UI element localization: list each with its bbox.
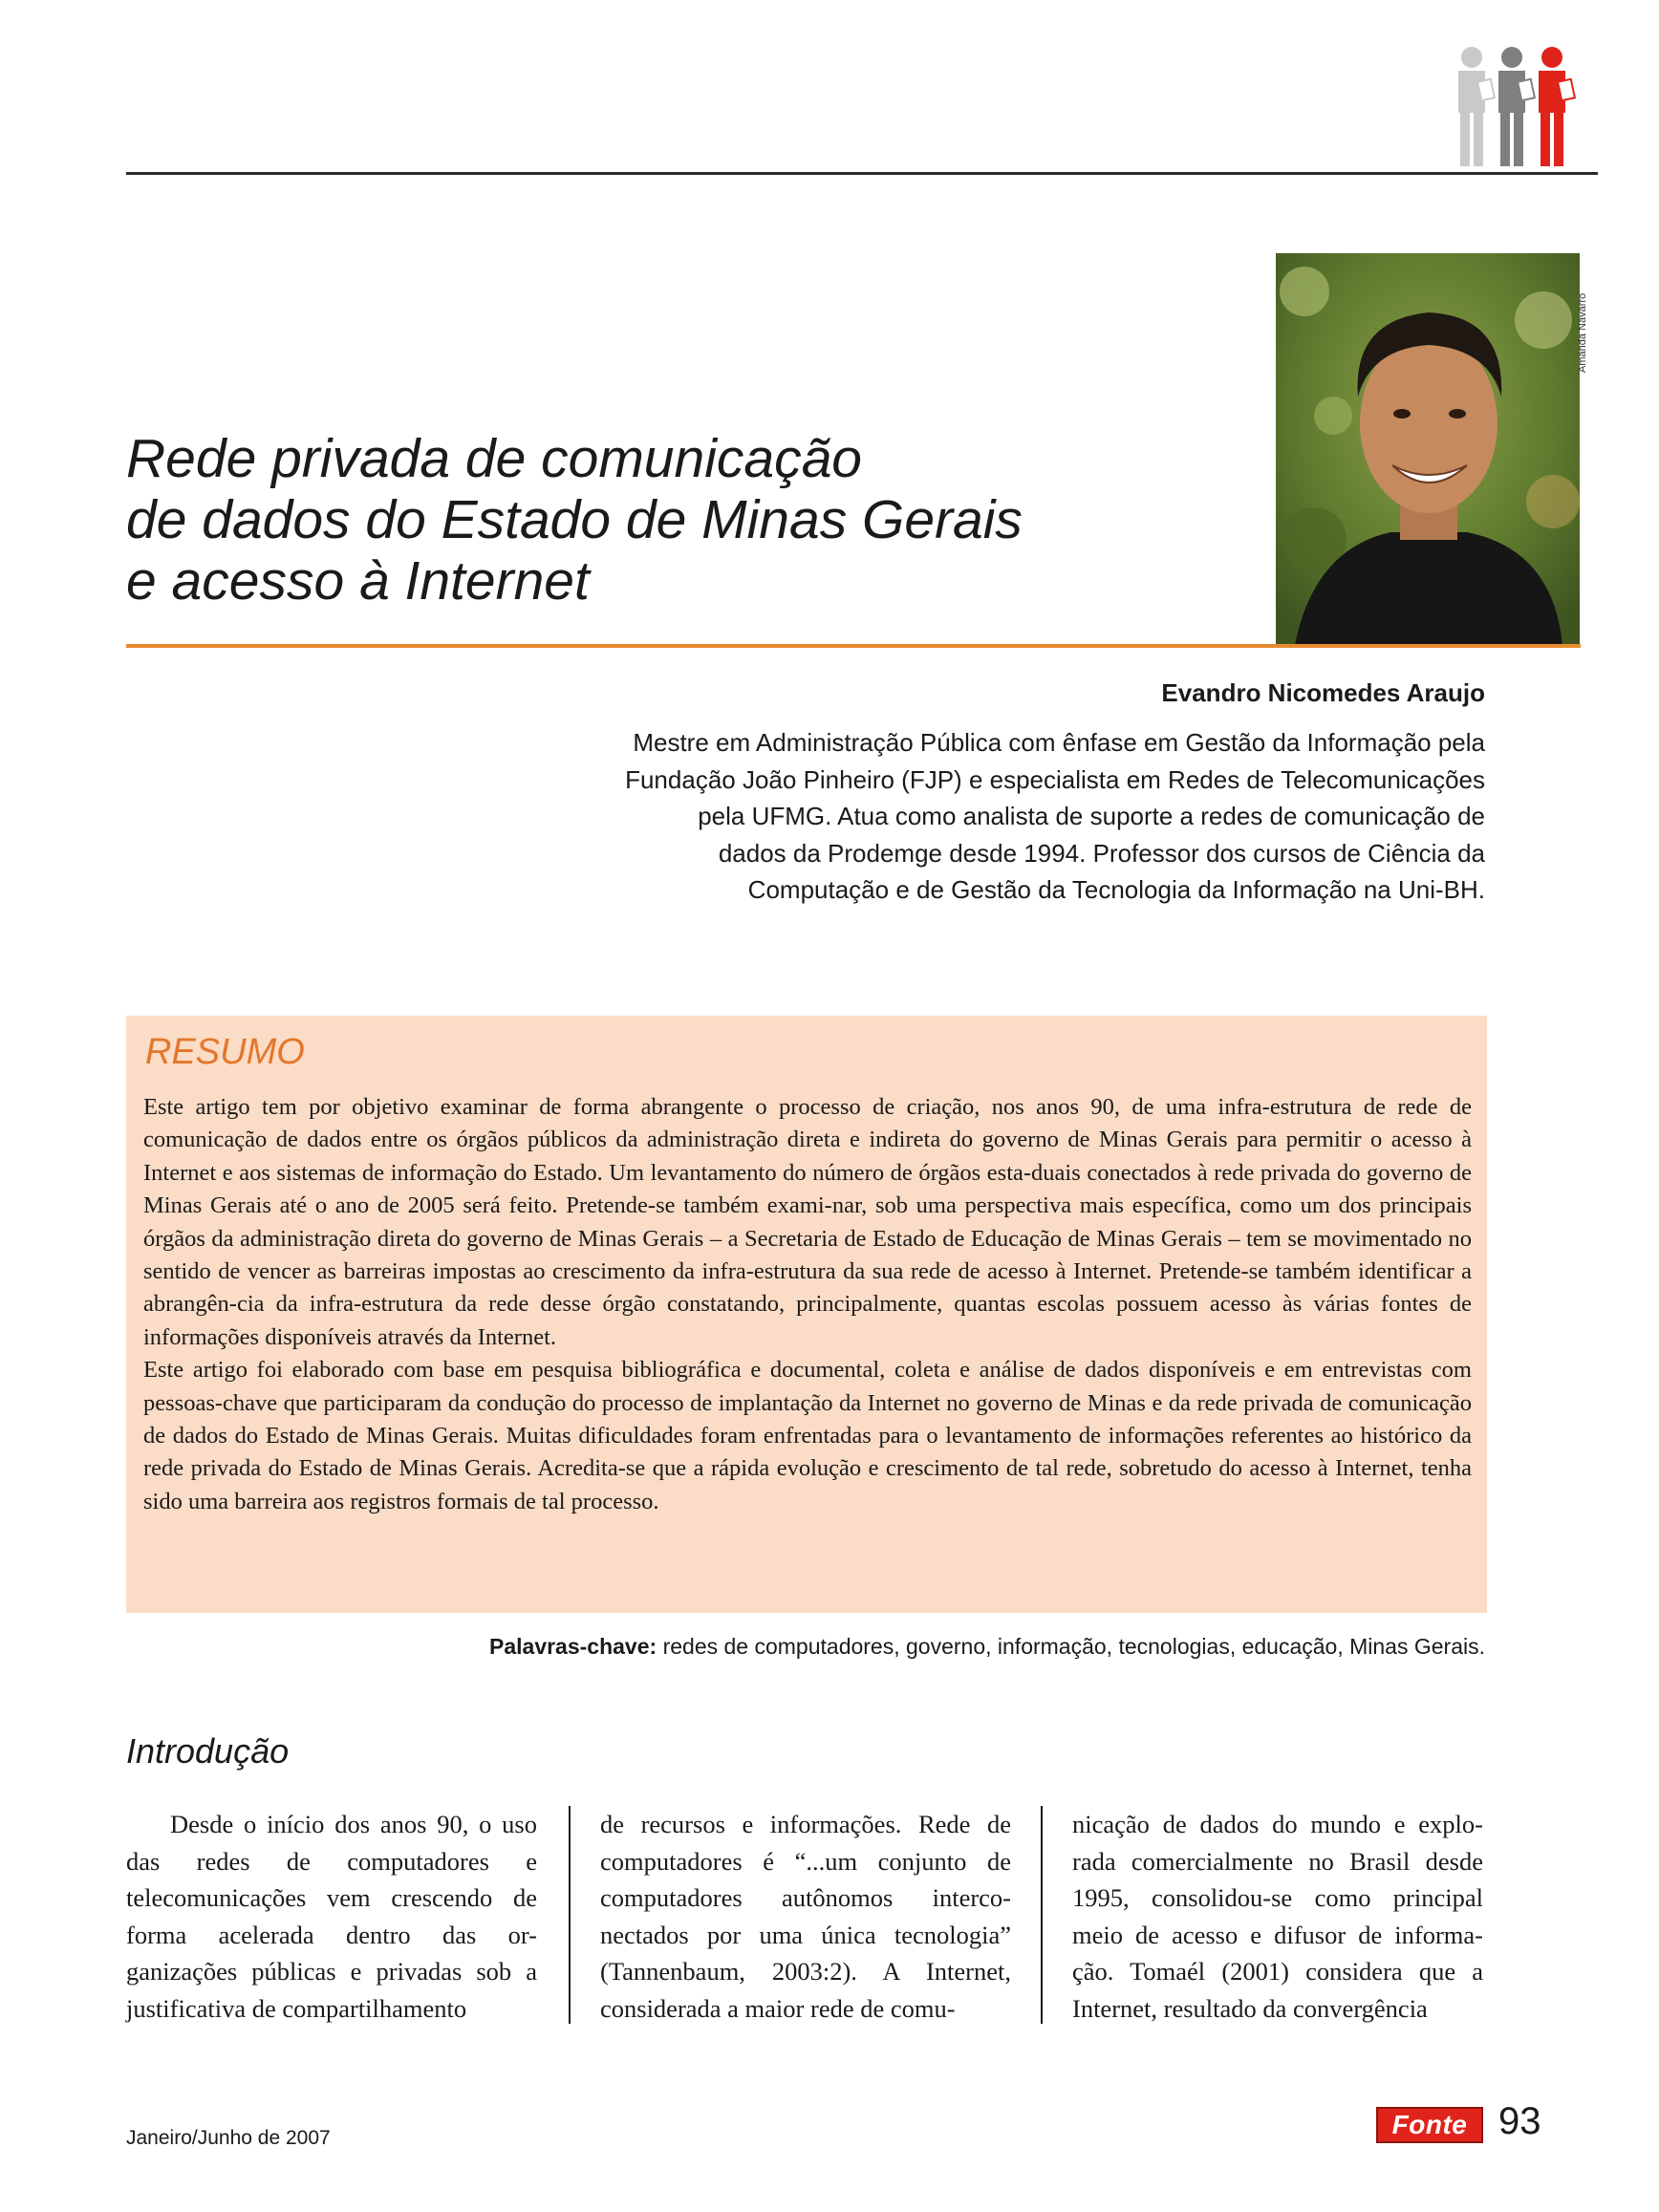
keywords-value: redes de computadores, governo, informação, tecnologias, educação, Minas Gerais.	[657, 1634, 1485, 1659]
fonte-logo: Fonte	[1376, 2107, 1483, 2143]
abstract-paragraph: Este artigo foi elaborado com base em pesquisa bibliográfica e documental, coleta e análise de dados disponíveis e em entrevistas com pessoas-chave que participaram da condução do processo de implantação da Internet no governo de Minas e da rede privada de comunicação de dados do Estado de Minas Gerais. Muitas dificuldades foram enfrentadas para o levantamento de informações referentes ao histórico da rede privada do Estado de Minas Gerais. Acredita-se que a rápida evolução e crescimento de tal rede, sobretudo do acesso à Internet, tenha sido uma barreira aos registros formais de tal processo.	[143, 1357, 1472, 1514]
body-paragraph: nicação de dados do mundo e explo-rada comercialmente no Brasil desde 1995, consolidou-se como principal meio de acesso e difusor de informa-ção. Tomaél (2001) considera que a Internet, resultado da convergência	[1072, 1810, 1483, 2023]
body-column-1	[126, 1806, 537, 2027]
people-group-icon	[1449, 42, 1583, 176]
body-column-3	[1072, 1806, 1483, 2027]
photo-credit: Amanda Navarro	[1577, 292, 1588, 373]
header-rule	[126, 172, 1598, 175]
abstract-text	[143, 1091, 1472, 1518]
issue-date: Janeiro/Junho de 2007	[126, 2127, 331, 2149]
title-line: de dados do Estado de Minas Gerais	[126, 489, 1023, 550]
title-line: Rede privada de comunicação	[126, 428, 862, 489]
section-heading: Introdução	[126, 1731, 290, 1771]
abstract-heading: RESUMO	[145, 1032, 305, 1072]
author-bio: Mestre em Administração Pública com ênfase em Gestão da Informação pela Fundação João Pinheiro (FJP) e especialista em Redes de Telecomunicações pela UFMG. Atua como analista de suporte a redes de comunicação de dados da Prodemge desde 1994. Professor dos cursos de Ciência da Computação e de Gestão da Tecnologia da Informação na Uni-BH.	[625, 728, 1485, 904]
column-divider	[1041, 1806, 1043, 2024]
keywords	[489, 1634, 1485, 1660]
page-number: 93	[1498, 2100, 1541, 2142]
article-title	[126, 428, 1225, 612]
title-rule	[126, 644, 1581, 648]
title-line: e acesso à Internet	[126, 550, 590, 612]
author-photo	[1276, 253, 1580, 645]
abstract-paragraph: Este artigo tem por objetivo examinar de forma abrangente o processo de criação, nos anos 90, de uma infra-estrutura de rede de comunicação de dados entre os órgãos públicos da administração direta e indireta do governo de Minas Gerais para permitir o acesso à Internet e aos sistemas de informação do Estado. Um levantamento do número de órgãos esta-duais conectados à rede privada do governo de Minas Gerais até o ano de 2005 será feito. Pretende-se também exami-nar, sob uma perspectiva mais específica, como um dos principais órgãos da administração direta do governo de Minas Gerais – a Secretaria de Estado de Educação de Minas Gerais – tem se movimentado no sentido de vencer as barreiras impostas ao crescimento da infra-estrutura da sua rede de acesso à Internet. Pretende-se também identificar a abrangên-cia da infra-estrutura da rede desse órgão constatando, principalmente, quantas escolas possuem acesso às várias fontes de informações disponíveis através da Internet.	[143, 1094, 1472, 1350]
body-paragraph: de recursos e informações. Rede de computadores é “...um conjunto de computadores autônomos interco-nectados por uma única tecnologia” (Tannenbaum, 2003:2). A Internet, considerada a maior rede de comu-	[600, 1810, 1011, 2023]
body-paragraph: Desde o início dos anos 90, o uso das redes de computadores e telecomunicações vem crescendo de forma acelerada dentro das or-ganizações públicas e privadas sob a justificativa de compartilhamento	[126, 1810, 537, 2023]
author-name: Evandro Nicomedes Araujo	[1161, 678, 1485, 707]
body-column-2	[600, 1806, 1011, 2027]
column-divider	[569, 1806, 571, 2024]
keywords-label: Palavras-chave:	[489, 1634, 657, 1659]
